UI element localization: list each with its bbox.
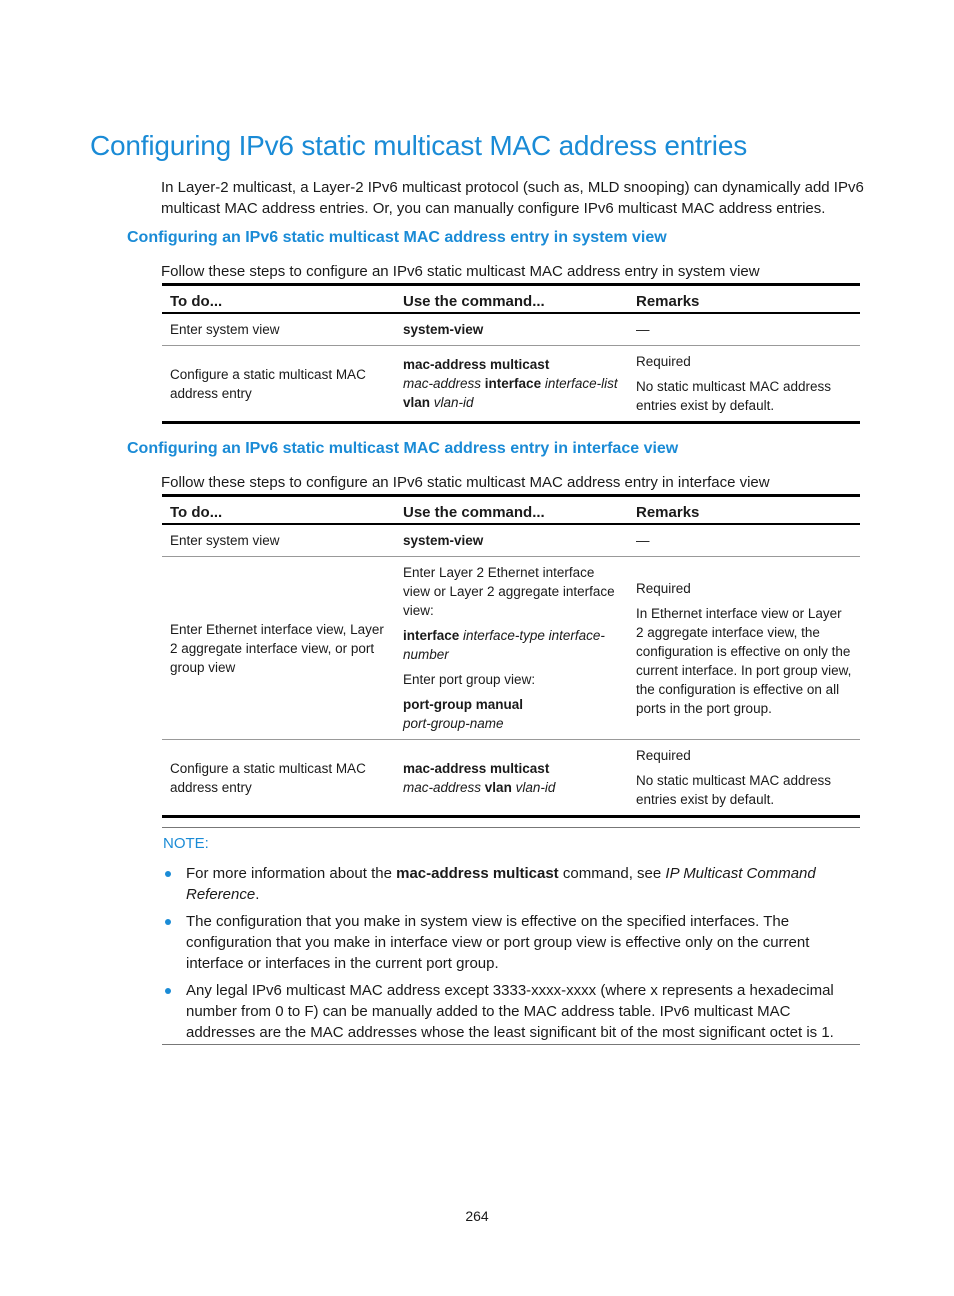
command-cell [395,557,628,740]
header-todo: To do... [162,496,395,525]
command-keyword: vlan [403,395,431,410]
page-number: 264 [465,1208,489,1224]
todo-cell: Enter system view [162,313,395,346]
note-reference: IP Multicast Command Reference [186,865,816,903]
todo-cell: Configure a static multicast MAC address entry [162,740,395,817]
header-remarks: Remarks [628,496,860,525]
section-heading-interface-view: Configuring an IPv6 static multicast MAC address entry in interface view [127,440,679,457]
command-argument: vlan-id [433,395,474,410]
remarks-cell: — [628,313,860,346]
command-description: Enter port group view: [403,672,536,687]
note-command: mac-address multicast [396,865,559,882]
table-row [162,524,860,557]
remarks-cell [628,740,860,817]
note-text: command, see [558,865,666,882]
table-header-row [162,496,860,525]
command-argument: interface-type interface-number [403,628,605,662]
command-keyword: interface [484,376,542,391]
remarks-detail: No static multicast MAC address entries exist by default. [636,379,832,413]
header-remarks: Remarks [628,285,860,314]
header-command: Use the command... [395,496,628,525]
remarks-cell [628,346,860,423]
remarks-required: Required [636,748,691,763]
note-text: The configuration that you make in system view is effective on the specified interfaces. The configuration that you make in interface view or port group view is effective only on the current interface or interfaces in the current port group. [186,913,810,972]
note-item [162,980,860,1043]
command-keyword: vlan [484,779,512,795]
section-lead-interface-view: Follow these steps to configure an IPv6 static multicast MAC address entry in interface view [161,474,770,491]
section-lead-system-view: Follow these steps to configure an IPv6 static multicast MAC address entry in system view [161,263,760,280]
header-todo: To do... [162,285,395,314]
command-line [403,626,620,664]
note-box [162,827,860,1045]
section-heading-system-view: Configuring an IPv6 static multicast MAC address entry in system view [127,229,667,246]
command-argument: vlan-id [515,779,556,795]
remarks-detail: In Ethernet interface view or Layer 2 aggregate interface view, the configuration is effective on only the current interface. In port group view, the configuration is effective on all ports in the port group. [636,605,852,716]
note-list [162,863,860,1049]
remarks-cell: — [628,524,860,557]
table-row [162,313,860,346]
command-table-interface-view [162,494,860,818]
note-text: For more information about the [186,865,397,882]
note-text: . [255,886,260,903]
table-row [162,557,860,740]
command-table-system-view [162,283,860,424]
command-argument: port-group-name [403,716,504,731]
bullet-icon [165,919,171,925]
todo-cell: Configure a static multicast MAC address entry [162,346,395,423]
page-title: Configuring IPv6 static multicast MAC address entries [90,130,747,161]
command-cell [395,346,628,423]
note-item [162,911,860,974]
command-keyword: mac-address multicast [403,760,550,776]
note-label: NOTE: [163,835,209,852]
command-argument: mac-address [403,779,482,795]
intro-paragraph: In Layer-2 multicast, a Layer-2 IPv6 multicast protocol (such as, MLD snooping) can dynamically add IPv6 multicast MAC address entries. Or, you can manually configure IPv6 multicast MAC address entries. [161,179,864,217]
command-keyword: port-group manual [403,697,523,712]
command-keyword: system-view [403,322,484,337]
todo-cell: Enter Ethernet interface view, Layer 2 aggregate interface view, or port group view [162,557,395,740]
command-argument: mac-address [403,376,482,391]
command-keyword: mac-address multicast [403,357,550,372]
note-text: Any legal IPv6 multicast MAC address except 3333-xxxx-xxxx (where x represents a hexadecimal number from 0 to F) can be manually added to the MAC address table. IPv6 multicast MAC addresses are the MAC addresses whose the least significant bit of the most significant octet is 1. [186,982,834,1041]
command-keyword: system-view [403,533,484,548]
command-cell [395,524,628,557]
command-cell [395,740,628,817]
command-line [403,695,620,733]
table-header-row [162,285,860,314]
header-command: Use the command... [395,285,628,314]
remarks-detail: No static multicast MAC address entries exist by default. [636,773,832,807]
command-cell [395,313,628,346]
remarks-required: Required [636,354,691,369]
command-description: Enter Layer 2 Ethernet interface view or Layer 2 aggregate interface view: [403,565,615,618]
remarks-required: Required [636,580,691,596]
note-item [162,863,860,905]
todo-cell: Enter system view [162,524,395,557]
table-row [162,740,860,817]
table-row [162,346,860,423]
remarks-cell [628,557,860,740]
bullet-icon [165,871,171,877]
bullet-icon [165,988,171,994]
command-keyword: interface [403,628,460,643]
command-argument: interface-list [544,376,618,391]
